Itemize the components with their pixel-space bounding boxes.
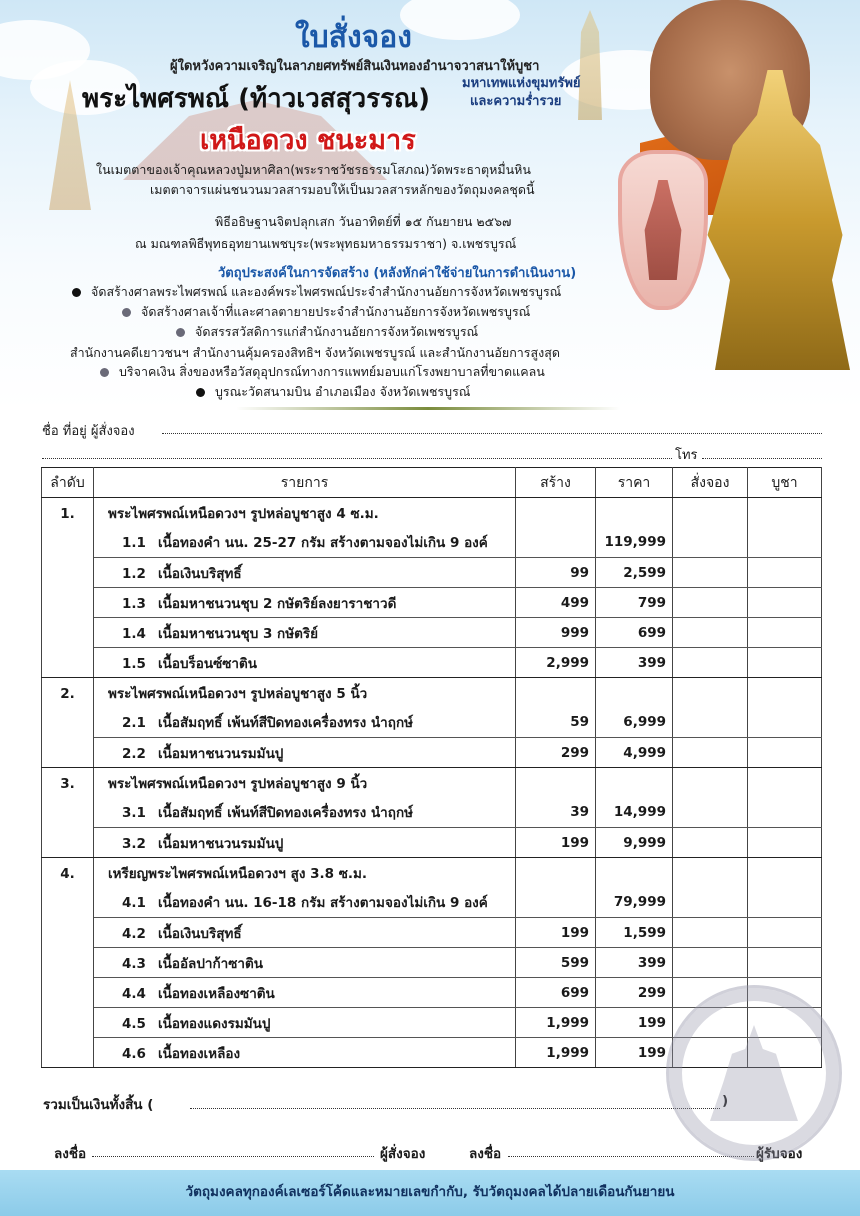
empty-cell: [596, 858, 673, 888]
phone-field[interactable]: [702, 458, 822, 459]
table-row: [42, 558, 822, 588]
table-row: [42, 738, 822, 768]
group-index: 4.: [42, 858, 94, 1068]
purpose-item: บูรณะวัดสนามบิน อำเภอเมือง จังหวัดเพชรบูรณ์: [196, 382, 470, 402]
bullet-icon: [176, 328, 185, 337]
offering-cell[interactable]: [748, 648, 822, 678]
group-title: พระไพศรพณ์เหนือดวงฯ รูปหล่อบูชาสูง 4 ซ.ม.: [108, 505, 379, 522]
deity-name: พระไพศรพณ์ (ท้าวเวสสุวรรณ): [82, 84, 431, 114]
offering-cell[interactable]: [748, 768, 822, 798]
item-name: เนื้อทองเหลืองซาติน: [158, 985, 275, 1002]
item-code: 1.5: [122, 655, 146, 672]
order-table: [41, 467, 822, 1068]
purpose-item: จัดสรรสวัสดิการแก่สำนักงานอัยการจังหวัดเพชรบูรณ์: [176, 322, 478, 342]
item-price: 299: [596, 978, 673, 1008]
item-code: 4.1: [122, 895, 146, 912]
item-code: 1.3: [122, 595, 146, 612]
orderer-address-field[interactable]: [42, 458, 672, 459]
item-price: 199: [596, 1008, 673, 1038]
item-price: 799: [596, 588, 673, 618]
item-code: 4.4: [122, 985, 146, 1002]
item-price: 399: [596, 948, 673, 978]
order-cell[interactable]: [673, 768, 748, 798]
bullet-icon: [196, 388, 205, 397]
bullet-icon: [72, 288, 81, 297]
item-name: เนื้อเงินบริสุทธิ์: [158, 925, 242, 942]
purpose-item: จัดสร้างศาลพระไพศรพณ์ และองค์พระไพศรพณ์ประจำสำนักงานอัยการจังหวัดเพชรบูรณ์: [72, 282, 561, 302]
item-price: 4,999: [596, 738, 673, 768]
col-header-price: ราคา: [596, 468, 673, 498]
order-cell[interactable]: [673, 708, 748, 738]
order-cell[interactable]: [673, 618, 748, 648]
group-header-row: [42, 678, 822, 708]
purpose-item: บริจาคเงิน สิ่งของหรือวัสดุอุปกรณ์ทางการแพทย์มอบแก่โรงพยาบาลที่ขาดแคลน: [100, 362, 545, 382]
order-cell[interactable]: [673, 558, 748, 588]
item-code: 4.6: [122, 1045, 146, 1062]
item-name: เนื้อทองแดงรมมันปู: [158, 1015, 271, 1032]
item-code: 1.1: [122, 535, 146, 552]
offering-cell[interactable]: [748, 528, 822, 558]
blessing-line-2: เมตตาจารแผ่นชนวนมวลสารมอบให้เป็นมวลสารหลักของวัตถุมงคลชุดนี้: [150, 182, 535, 197]
empty-cell: [596, 768, 673, 798]
item-name: เนื้อบร็อนซ์ซาติน: [158, 655, 258, 672]
item-code: 4.2: [122, 925, 146, 942]
item-quantity: 699: [516, 978, 596, 1008]
table-row: [42, 588, 822, 618]
item-quantity: 599: [516, 948, 596, 978]
item-code: 3.1: [122, 805, 146, 822]
table-row: [42, 888, 822, 918]
item-code: 4.5: [122, 1015, 146, 1032]
offering-cell[interactable]: [748, 918, 822, 948]
receiver-role: ผู้รับจอง: [756, 1146, 803, 1162]
offering-cell[interactable]: [748, 948, 822, 978]
group-index: 3.: [42, 768, 94, 858]
offering-cell[interactable]: [748, 588, 822, 618]
item-name: เนื้อมหาชนวนรมมันปู: [158, 745, 284, 762]
empty-cell: [516, 678, 596, 708]
deity-epithet-1: มหาเทพแห่งขุมทรัพย์: [462, 76, 581, 91]
item-price: 6,999: [596, 708, 673, 738]
item-quantity: 99: [516, 558, 596, 588]
col-header-order: สั่งจอง: [673, 468, 748, 498]
item-code: 1.4: [122, 625, 146, 642]
table-row: [42, 918, 822, 948]
empty-cell: [596, 678, 673, 708]
group-header-row: [42, 768, 822, 798]
order-cell[interactable]: [673, 918, 748, 948]
ceremony-date: พิธีอธิษฐานจิตปลุกเสก วันอาทิตย์ที่ ๑๕ กันยายน ๒๕๖๗: [215, 214, 512, 229]
grand-total-label: รวมเป็นเงินทั้งสิ้น (: [43, 1097, 154, 1113]
grand-total-close: ): [722, 1093, 729, 1109]
order-cell[interactable]: [673, 828, 748, 858]
item-code: 4.3: [122, 955, 146, 972]
blessing-line-1: ในเมตตาของเจ้าคุณหลวงปู่มหาศิลา(พระราชวัชรธรรมโสภณ)วัดพระธาตุหมื่นหิน: [96, 162, 531, 177]
item-name: เนื้ออัลปาก้าซาติน: [158, 955, 263, 972]
item-name: เนื้อสัมฤทธิ์ เพ้นท์สีปิดทองเครื่องทรง นำฤกษ์: [158, 715, 414, 732]
orderer-role: ผู้สั่งจอง: [380, 1146, 426, 1162]
item-quantity: 1,999: [516, 1038, 596, 1068]
subtitle: ผู้ใดหวังความเจริญในลาภยศทรัพย์สินเงินทองอำนาจวาสนาให้บูชา: [170, 59, 540, 74]
item-quantity: 499: [516, 588, 596, 618]
item-quantity: 299: [516, 738, 596, 768]
item-quantity: [516, 888, 596, 918]
item-quantity: 59: [516, 708, 596, 738]
item-quantity: 199: [516, 828, 596, 858]
bullet-icon: [122, 308, 131, 317]
item-price: 2,599: [596, 558, 673, 588]
deity-epithet-2: และความร่ำรวย: [470, 94, 562, 109]
table-header-row: [42, 468, 822, 498]
receiver-sign-label: ลงชื่อ: [469, 1146, 502, 1162]
group-title: พระไพศรพณ์เหนือดวงฯ รูปหล่อบูชาสูง 9 นิ้ว: [108, 775, 368, 792]
item-quantity: 1,999: [516, 1008, 596, 1038]
empty-cell: [596, 498, 673, 528]
offering-cell[interactable]: [748, 738, 822, 768]
col-header-quantity: สร้าง: [516, 468, 596, 498]
page-title: ใบสั่งจอง: [295, 20, 412, 55]
group-index: 1.: [42, 498, 94, 678]
item-price: 14,999: [596, 798, 673, 828]
purpose-item-continued: สำนักงานคดีเยาวชนฯ สำนักงานคุ้มครองสิทธิฯ จังหวัดเพชรบูรณ์ และสำนักงานอัยการสูงสุด: [70, 345, 560, 360]
group-header-row: [42, 858, 822, 888]
item-quantity: [516, 528, 596, 558]
order-cell[interactable]: [673, 648, 748, 678]
item-quantity: 39: [516, 798, 596, 828]
offering-cell[interactable]: [748, 798, 822, 828]
offering-cell[interactable]: [748, 618, 822, 648]
phone-label: โทร: [675, 448, 698, 463]
col-header-item: รายการ: [94, 468, 516, 498]
table-row: [42, 618, 822, 648]
offering-cell[interactable]: [748, 858, 822, 888]
item-price: 199: [596, 1038, 673, 1068]
empty-cell: [516, 768, 596, 798]
order-cell[interactable]: [673, 738, 748, 768]
item-price: 699: [596, 618, 673, 648]
offering-cell[interactable]: [748, 498, 822, 528]
bullet-icon: [100, 368, 109, 377]
table-row: [42, 528, 822, 558]
col-header-index: ลำดับ: [42, 468, 94, 498]
decorative-divider: [236, 407, 620, 410]
table-row: [42, 798, 822, 828]
item-quantity: 999: [516, 618, 596, 648]
offering-cell[interactable]: [748, 888, 822, 918]
col-header-offering: บูชา: [748, 468, 822, 498]
item-name: เนื้อทองเหลือง: [158, 1045, 241, 1062]
item-code: 3.2: [122, 835, 146, 852]
table-row: [42, 708, 822, 738]
header-banner: [0, 0, 860, 410]
orderer-name-label: ชื่อ ที่อยู่ ผู้สั่งจอง: [42, 424, 135, 439]
order-cell[interactable]: [673, 948, 748, 978]
order-cell[interactable]: [673, 588, 748, 618]
item-name: เนื้อมหาชนวนชุบ 3 กษัตริย์: [158, 625, 319, 642]
offering-cell[interactable]: [748, 678, 822, 708]
order-cell[interactable]: [673, 528, 748, 558]
item-code: 2.1: [122, 715, 146, 732]
item-name: เนื้อเงินบริสุทธิ์: [158, 565, 242, 582]
item-price: 9,999: [596, 828, 673, 858]
grand-total-field[interactable]: [190, 1108, 720, 1109]
group-title: เหรียญพระไพศรพณ์เหนือดวงฯ สูง 3.8 ซ.ม.: [108, 865, 368, 882]
table-row: [42, 948, 822, 978]
offering-cell[interactable]: [748, 558, 822, 588]
ceremony-place: ณ มณฑลพิธีพุทธอุทยานเพชบุระ(พระพุทธมหาธรรมราชา) จ.เพชรบูรณ์: [135, 236, 517, 251]
empty-cell: [516, 858, 596, 888]
offering-cell[interactable]: [748, 828, 822, 858]
table-row: [42, 648, 822, 678]
item-code: 1.2: [122, 565, 146, 582]
item-price: 1,599: [596, 918, 673, 948]
orderer-sign-label: ลงชื่อ: [54, 1146, 87, 1162]
item-price: 119,999: [596, 528, 673, 558]
purpose-title: วัตถุประสงค์ในการจัดสร้าง (หลังหักค่าใช้จ่ายในการดำเนินงาน): [218, 266, 577, 281]
group-header-row: [42, 498, 822, 528]
empty-cell: [516, 498, 596, 528]
order-cell[interactable]: [673, 498, 748, 528]
item-name: เนื้อมหาชนวนชุบ 2 กษัตริย์ลงยาราชาวดี: [158, 595, 397, 612]
item-quantity: 199: [516, 918, 596, 948]
footer-note: วัตถุมงคลทุกองค์เลเซอร์โค้ดและหมายเลขกำกับ, รับวัตถุมงคลได้ปลายเดือนกันยายน: [0, 1170, 860, 1216]
order-cell[interactable]: [673, 858, 748, 888]
orderer-name-field[interactable]: [162, 433, 822, 434]
group-title: พระไพศรพณ์เหนือดวงฯ รูปหล่อบูชาสูง 5 นิ้ว: [108, 685, 368, 702]
purpose-item: จัดสร้างศาลเจ้าที่และศาลตายายประจำสำนักงานอัยการจังหวัดเพชรบูรณ์: [122, 302, 530, 322]
item-price: 399: [596, 648, 673, 678]
order-cell[interactable]: [673, 888, 748, 918]
offering-cell[interactable]: [748, 708, 822, 738]
series-name: เหนือดวง ชนะมาร: [200, 125, 416, 156]
table-row: [42, 828, 822, 858]
order-cell[interactable]: [673, 798, 748, 828]
receiver-signature-field[interactable]: [508, 1156, 754, 1157]
order-cell[interactable]: [673, 678, 748, 708]
group-index: 2.: [42, 678, 94, 768]
item-price: 79,999: [596, 888, 673, 918]
item-name: เนื้อมหาชนวนรมมันปู: [158, 835, 284, 852]
orderer-signature-field[interactable]: [92, 1156, 374, 1157]
item-name: เนื้อทองคำ นน. 25-27 กรัม สร้างตามจองไม่เกิน 9 องค์: [158, 535, 488, 552]
item-code: 2.2: [122, 745, 146, 762]
item-name: เนื้อสัมฤทธิ์ เพ้นท์สีปิดทองเครื่องทรง นำฤกษ์: [158, 805, 414, 822]
item-quantity: 2,999: [516, 648, 596, 678]
item-name: เนื้อทองคำ นน. 16-18 กรัม สร้างตามจองไม่เกิน 9 องค์: [158, 895, 488, 912]
